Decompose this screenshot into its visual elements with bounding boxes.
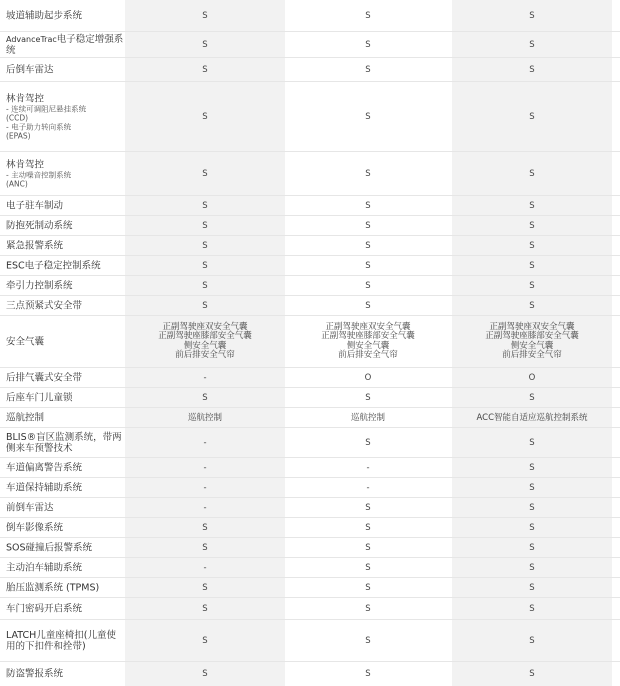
trim-2-value: S	[365, 10, 371, 21]
trim-2-value: 正副驾驶座双安全气囊 正副驾驶座膝部安全气囊 侧安全气囊 前后排安全气帘	[321, 321, 415, 360]
table-row	[0, 538, 620, 558]
trim-3-value: S	[529, 562, 535, 573]
feature-label: 防盗警报系统	[6, 668, 64, 680]
table-row	[0, 276, 620, 296]
trim-2-value: S	[365, 669, 371, 679]
trim-3-value: S	[529, 240, 535, 251]
trim-2-value: S	[365, 220, 371, 231]
trim-2-value: S	[365, 111, 371, 122]
table-row	[0, 196, 620, 216]
trim-1-value: -	[203, 462, 207, 473]
feature-label: 倒车影像系统	[6, 522, 64, 533]
table-row	[0, 58, 620, 82]
trim-2-value: S	[365, 562, 371, 573]
table-row	[0, 408, 620, 428]
feature-label: 胎压监测系统 (TPMS)	[6, 582, 100, 593]
trim-1-value: S	[202, 10, 208, 21]
table-row	[0, 316, 620, 368]
trim-2-value: O	[364, 372, 372, 383]
trim-3-value: S	[529, 39, 535, 50]
trim-1-value: S	[202, 603, 208, 614]
feature-label: 坡道辅助起步系统	[6, 10, 83, 21]
trim-1-value: S	[202, 200, 208, 211]
table-row	[0, 32, 620, 58]
trim-2-value: -	[366, 462, 370, 473]
table-row	[0, 478, 620, 498]
table-row	[0, 578, 620, 598]
trim-1-value: -	[203, 502, 207, 513]
feature-label: 后倒车雷达	[6, 64, 54, 75]
trim-3-value: S	[529, 300, 535, 311]
table-row	[0, 216, 620, 236]
trim-3-value: S	[529, 603, 535, 614]
feature-label: SOS碰撞后报警系统	[6, 542, 93, 553]
table-row	[0, 368, 620, 388]
trim-1-value: S	[202, 240, 208, 251]
trim-3-value: O	[528, 372, 536, 383]
trim-2-value: S	[365, 260, 371, 271]
trim-3-value: S	[529, 582, 535, 593]
table-row	[0, 598, 620, 620]
trim-3-value: S	[529, 635, 535, 646]
trim-2-value: S	[365, 240, 371, 251]
trim-3-value: S	[529, 260, 535, 271]
feature-label: AdvanceTrac电子稳定增强系统	[6, 33, 124, 56]
table-row	[0, 458, 620, 478]
trim-2-value: S	[365, 635, 371, 646]
trim-1-value: S	[202, 220, 208, 231]
trim-3-value: S	[529, 280, 535, 291]
feature-label: 防抱死制动系统	[6, 220, 73, 231]
trim-1-value: S	[202, 669, 208, 679]
trim-2-value: S	[365, 502, 371, 513]
trim-2-value: -	[366, 482, 370, 493]
feature-label: 巡航控制	[6, 412, 45, 423]
feature-label: 林肯驾控 - 主动噪音控制系统 (ANC)	[6, 159, 72, 188]
trim-1-value: S	[202, 39, 208, 50]
trim-3-value: S	[529, 168, 535, 179]
feature-label: 林肯驾控 - 连续可调阻尼悬挂系统 (CCD) - 电子助力转向系统 (EPAS)	[6, 93, 87, 140]
feature-label: 车道偏离警告系统	[6, 462, 83, 473]
trim-3-value: S	[529, 437, 535, 448]
table-row	[0, 256, 620, 276]
trim-1-value: S	[202, 111, 208, 122]
trim-1-value: -	[203, 372, 207, 383]
table-row	[0, 662, 620, 686]
trim-1-value: -	[203, 437, 207, 448]
table-row	[0, 82, 620, 152]
trim-1-value: S	[202, 582, 208, 593]
trim-2-value: S	[365, 392, 371, 403]
trim-3-value: S	[529, 482, 535, 493]
table-row	[0, 152, 620, 196]
trim-2-value: S	[365, 300, 371, 311]
trim-2-value: S	[365, 64, 371, 75]
trim-2-value: S	[365, 168, 371, 179]
trim-1-value: -	[203, 482, 207, 493]
trim-2-value: S	[365, 542, 371, 553]
trim-2-value: S	[365, 522, 371, 533]
table-row	[0, 428, 620, 458]
table-row	[0, 388, 620, 408]
trim-1-value: S	[202, 635, 208, 646]
feature-label: ESC电子稳定控制系统	[6, 260, 101, 271]
feature-label: 三点预紧式安全带	[6, 300, 83, 311]
feature-label: 车门密码开启系统	[6, 603, 83, 614]
trim-1-value: S	[202, 280, 208, 291]
trim-3-value: ACC智能自适应巡航控制系统	[476, 412, 588, 423]
trim-1-value: S	[202, 522, 208, 533]
trim-3-value: 正副驾驶座双安全气囊 正副驾驶座膝部安全气囊 侧安全气囊 前后排安全气帘	[485, 321, 579, 360]
trim-3-value: S	[529, 10, 535, 21]
table-row	[0, 518, 620, 538]
trim-3-value: S	[529, 542, 535, 553]
trim-2-value: S	[365, 582, 371, 593]
trim-2-value: 巡航控制	[350, 412, 385, 423]
trim-1-value: S	[202, 260, 208, 271]
trim-1-value: 巡航控制	[187, 412, 222, 423]
feature-label: LATCH儿童座椅扣(儿童使用的下扣件和拴带)	[6, 629, 117, 652]
trim-2-value: S	[365, 437, 371, 448]
trim-3-value: S	[529, 111, 535, 122]
trim-1-value: 正副驾驶座双安全气囊 正副驾驶座膝部安全气囊 侧安全气囊 前后排安全气帘	[158, 321, 252, 360]
trim-1-value: S	[202, 542, 208, 553]
feature-label: 电子驻车制动	[6, 200, 64, 211]
trim-3-value: S	[529, 220, 535, 231]
trim-2-value: S	[365, 603, 371, 614]
trim-1-value: S	[202, 300, 208, 311]
table-row	[0, 498, 620, 518]
trim-3-value: S	[529, 669, 535, 679]
feature-label: 后座车门儿童锁	[6, 392, 73, 403]
trim-2-value: S	[365, 200, 371, 211]
trim-3-value: S	[529, 522, 535, 533]
trim-3-value: S	[529, 200, 535, 211]
table-row	[0, 0, 620, 32]
feature-label: 车道保持辅助系统	[6, 482, 83, 493]
feature-label: 紧急报警系统	[6, 240, 64, 251]
feature-label: 安全气囊	[6, 336, 45, 347]
trim-3-value: S	[529, 462, 535, 473]
feature-label: 牵引力控制系统	[6, 280, 73, 291]
trim-1-value: S	[202, 64, 208, 75]
table-row	[0, 296, 620, 316]
trim-3-value: S	[529, 392, 535, 403]
feature-label: 后排气囊式安全带	[6, 372, 83, 383]
trim-3-value: S	[529, 502, 535, 513]
trim-2-value: S	[365, 280, 371, 291]
trim-1-value: S	[202, 168, 208, 179]
trim-1-value: -	[203, 562, 207, 573]
table-row	[0, 558, 620, 578]
table-row	[0, 620, 620, 662]
table-row	[0, 236, 620, 256]
feature-label: 前倒车雷达	[6, 502, 54, 513]
trim-2-value: S	[365, 39, 371, 50]
feature-label: BLIS®盲区监测系统，带两侧来车预警技术	[6, 431, 122, 454]
feature-label: 主动泊车辅助系统	[6, 562, 83, 573]
trim-3-value: S	[529, 64, 535, 75]
trim-1-value: S	[202, 392, 208, 403]
